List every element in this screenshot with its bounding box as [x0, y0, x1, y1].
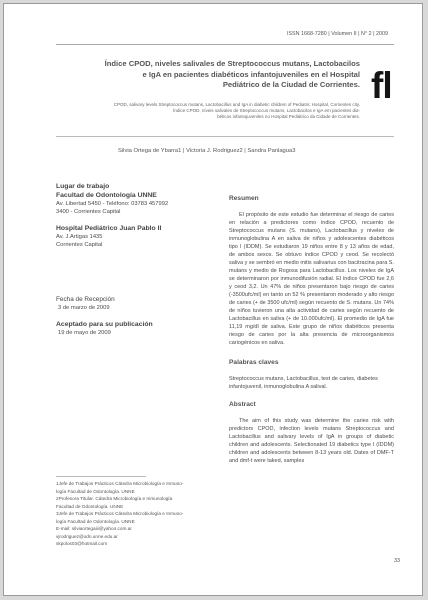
left-column: [56, 182, 216, 346]
footnote-line: vjrodriguez@odn.unne.edu.ar: [56, 533, 118, 539]
footnote-line: skpolos03@hotmail.com: [56, 541, 108, 546]
resumen-heading: Resumen: [229, 195, 259, 202]
journal-page: [3, 3, 423, 596]
title-rule: [56, 136, 394, 137]
footnote-line: 3Jefe de Trabajos Prácticos Cátedra Microbiología e Inmuno-: [56, 511, 184, 516]
accepted-date: 19 de mayo de 2009: [58, 330, 111, 337]
received-label: Fecha de Recepción: [56, 296, 115, 304]
translated-titles: [44, 102, 360, 121]
article-title: [60, 59, 360, 91]
footnote-line: Facultad de Odontología. UNNE: [56, 503, 124, 509]
accepted-label: Aceptado para su publicación: [56, 321, 153, 329]
footnote-line: 2Profesora Titular. Cátedra Microbiología e Inmunología: [56, 496, 173, 501]
translated-title-line: béticos infantojuveniles no Hospital Pediátrico da Cidade de Corrientes.: [217, 114, 360, 120]
hospital-address: Av. J.Artigas 1435: [56, 234, 103, 241]
keywords-heading: Palabras claves: [229, 359, 279, 366]
right-column: [229, 195, 394, 465]
received-date: 3 de marzo de 2009: [58, 305, 110, 312]
workplace-block: [56, 182, 216, 216]
faculty-city: 3400 - Corrientes Capital: [56, 209, 121, 216]
hospital-heading: Hospital Pediátrico Juan Pablo II: [56, 225, 162, 233]
received-block: [56, 295, 216, 312]
footnote-rule: [56, 476, 146, 477]
top-rule: [56, 44, 394, 45]
title-line: e IgA en pacientes diabéticos infantojuveniles en el Hospital: [142, 69, 360, 79]
hospital-city: Corrientes Capital: [56, 242, 103, 249]
abstract-text: The aim of this study was determine the caries risk with predictors CPOD, infection levels mutans Streptococcus and Lactobacillus and salivary levels of IgA in groups of diabetic children and adolescents. Selectionated 19 diabetics type I (IDDM) children and adolescents between 8-13 years old. Dates of DMF-T and dmf-t were taked, samples: [229, 418, 394, 464]
hospital-block: [56, 224, 216, 249]
translated-title-line: CPOD, salivary levels Streptococcus mutans, Lactobacillus and IgA in diabetic children of Pediatric Hospital, Corrientes city.: [113, 102, 360, 107]
title-line: Pediátrico de la Ciudad de Corrientes.: [222, 80, 360, 90]
faculty-heading: Facultad de Odontología UNNE: [56, 192, 157, 199]
title-line: Índice CPOD, niveles salivales de Streptococcus mutans, Lactobacilos: [104, 59, 360, 68]
author-footnotes: [56, 480, 224, 548]
page-number: 33: [394, 558, 400, 564]
accepted-block: [56, 320, 216, 337]
abstract-heading: Abstract: [229, 401, 256, 408]
translated-title-line: Índice CPOD, níveis salivales de Streptococcus mutans, Lactobacilos e IgA em pacientes dia-: [173, 108, 360, 114]
faculty-address: Av. Libertad 5450 - Teléfono: 03783 457992: [56, 201, 169, 207]
journal-masthead: ISSN 1668-7280 | Volumen II | N° 2 | 2009: [286, 31, 388, 37]
footnote-line: E-mail: silviaortegaiii@yahoo.com.ar: [56, 526, 132, 531]
author-list: Silvia Ortega de Ybarra1 | Victoria J. Rodriguez2 | Sandra Panlagua3: [118, 148, 296, 154]
keywords-text: Streptococcus mutans, Lactobacillus, test de caries, diabetes infantojuvenil, inmunoglobulina A salival.: [229, 376, 378, 390]
footnote-line: logía Facultad de Odontología. UNNE: [56, 488, 135, 494]
footnote-line: logía Facultad de Odontología. UNNE: [56, 518, 135, 524]
footnote-line: 1Jefe de Trabajos Prácticos Cátedra Microbiología e Inmuno-: [56, 481, 184, 486]
workplace-heading: Lugar de trabajo: [56, 183, 110, 190]
journal-logo: fl: [371, 65, 392, 106]
resumen-text: El propósito de este estudio fue determinar el riesgo de caries en relación a predictores como índice CPOD, recuento de Streptococcus mutans (S. mutans), Lactobacillus y niveles de inmunoglobulina A en saliva de niños y adolescentes diabéticos tipo I (IDDM). Se estudiaron 19 niños entre 8 y 13 años de edad, de ambos sexos. Se obtuvo índice CPOD y ceod. Se recolectó saliva y se sembró en medio mitis salivarius con bacitracina para S. mutans y medio de Rogosa para Lactobacillus. Los niveles de IgA se determinaron por inmunodifusión radial. El índice CPOD fue 2,6 y ceod 3,2. Un 47% de niños presentaron bajo riesgo de caries (-3500ufc/ml) en tanto un 52 % presentaron moderado y alto riesgo de caries (+ de 3500 ufc/ml) según recuento de S. mutans. Un 74% de niños tuvieron una alta actividad de caries según recuento de Lactobacillus en saliva (+ de 10.000ufc/ml). El promedio de IgA fue 11,19 mg/dl de saliva. Este grupo de niños diabéticos presenta riesgo de caries por la alta presencia de microorganismos cariogénicos en saliva.: [229, 212, 394, 346]
